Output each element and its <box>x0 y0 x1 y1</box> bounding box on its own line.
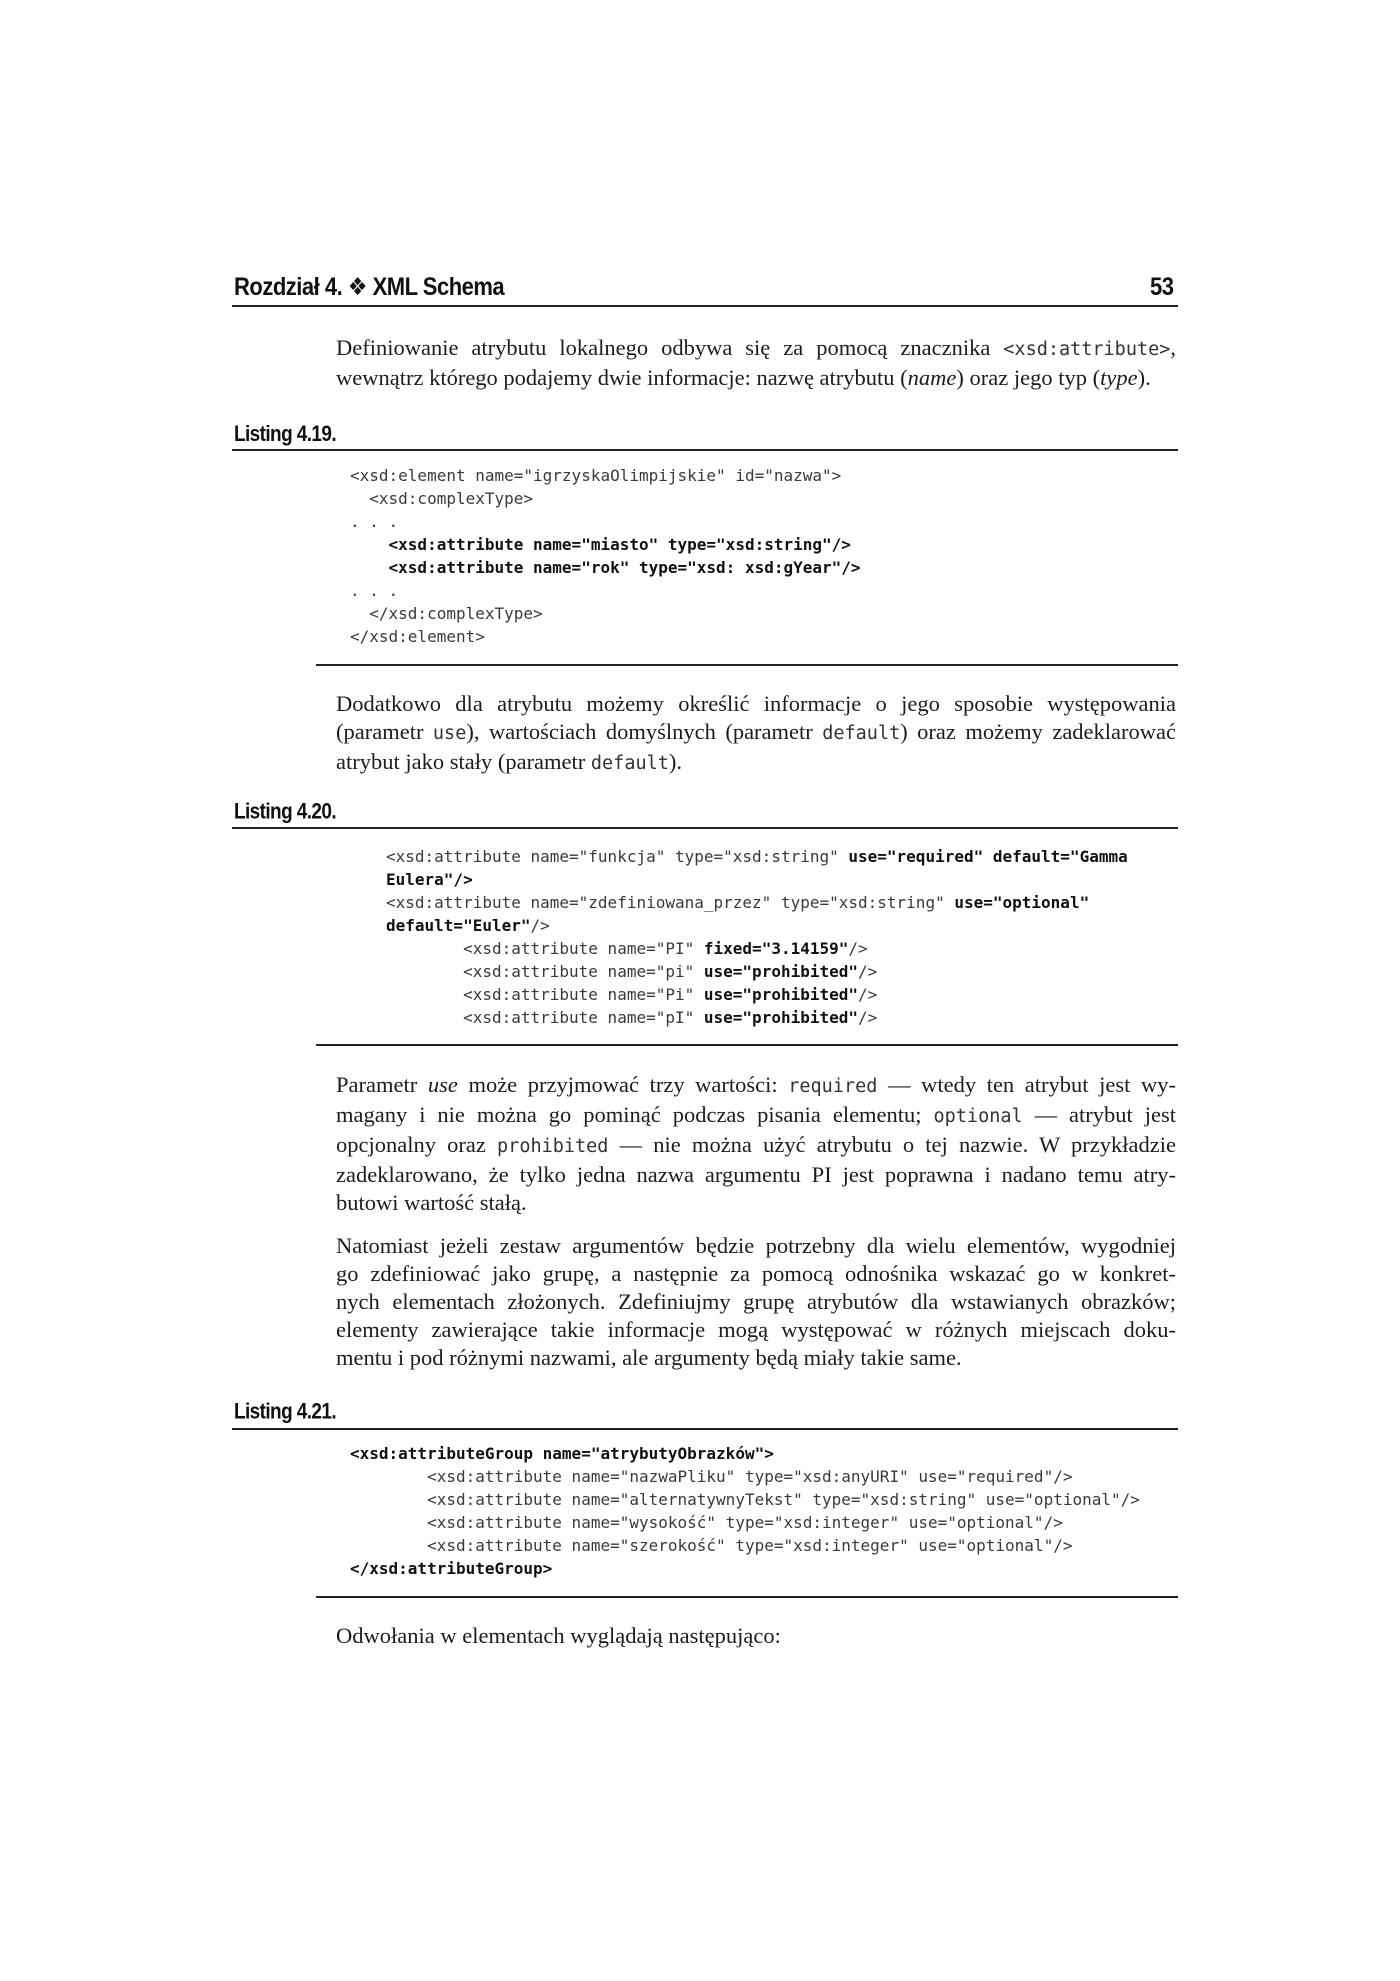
listing-bottom-rule <box>316 1596 1178 1598</box>
code-listing-4-19: <xsd:element name="igrzyskaOlimpijskie" id="nazwa"> <xsd:complexType> . . . <xsd:attribute name="miasto" type="xsd:string"/> <xsd:attribute name="rok" type="xsd: xsd:gYear"/> . . . </xsd:complexType> </xsd:element> <box>350 466 861 646</box>
page-number: 53 <box>1150 272 1174 301</box>
paragraph-attribute-group: Natomiast jeżeli zestaw argumentów będzie potrzebny dla wielu elementów, wygodniej go zdefiniować jako grupę, a następnie za pomocą odnośnika wskazać go w konkret- nych elementach złożonych. Zdefiniujmy grupę atrybutów dla wstawianych obrazków; elementy zawierające takie informacje mogą występować w różnych miejscach doku- mentu i pod różnymi nazwami, ale argumenty będą miały takie same. <box>336 1233 1176 1370</box>
listing-label-4-20: Listing 4.20. <box>234 800 337 825</box>
chapter-title: Rozdział 4. ❖ XML Schema <box>234 272 505 301</box>
paragraph-attribute-options: Dodatkowo dla atrybutu możemy określić informacje o jego sposobie występowania (parametr use), wartościach domyślnych (parametr default) oraz możemy zadeklarować atrybut jako stały (parametr default). <box>336 691 1176 774</box>
listing-top-rule <box>232 827 1178 829</box>
code-listing-4-20: <xsd:attribute name="funkcja" type="xsd:string" use="required" default="Gamma Eulera"/> <xsd:attribute name="zdefiniowana_przez" type="xsd:string" use="optional" default="Euler"/> <xsd:attribute name="PI" fixed="3.14159"/> <xsd:attribute name="pi" use="prohibited"/> <xsd:attribute name="Pi" use="prohibited"/> <xsd:attribute name="pI" use="prohibited"/> <box>386 847 1128 1027</box>
header-rule <box>232 305 1178 307</box>
paragraph-use-values: Parametr use może przyjmować trzy wartości: required — wtedy ten atrybut jest wy- magany i nie można go pominąć podczas pisania elementu; optional — atrybut jest opcjonalny oraz prohibited — nie można użyć atrybutu o tej nazwie. W przykładzie zadeklarowano, że tylko jedna nazwa argumentu PI jest poprawna i nadano temu atry- butowi wartość stałą. <box>336 1072 1176 1215</box>
paragraph-attribute-definition: Definiowanie atrybutu lokalnego odbywa się za pomocą znacznika <xsd:attribute>, wewnątrz którego podajemy dwie informacje: nazwę atrybutu (name) oraz jego typ (type). <box>336 335 1176 390</box>
listing-top-rule <box>232 1428 1178 1430</box>
paragraph-references: Odwołania w elementach wyglądają następująco: <box>336 1623 781 1648</box>
listing-label-4-19: Listing 4.19. <box>234 422 337 447</box>
listing-top-rule <box>232 449 1178 451</box>
listing-bottom-rule <box>316 664 1178 666</box>
listing-bottom-rule <box>316 1044 1178 1046</box>
listing-label-4-21: Listing 4.21. <box>234 1400 337 1425</box>
code-listing-4-21: <xsd:attributeGroup name="atrybutyObrazków"> <xsd:attribute name="nazwaPliku" type="xsd:anyURI" use="required"/> <xsd:attribute name="alternatywnyTekst" type="xsd:string" use="optional"/> <xsd:attribute name="wysokość" type="xsd:integer" use="optional"/> <xsd:attribute name="szerokość" type="xsd:integer" use="optional"/> </xsd:attributeGroup> <box>350 1444 1140 1578</box>
